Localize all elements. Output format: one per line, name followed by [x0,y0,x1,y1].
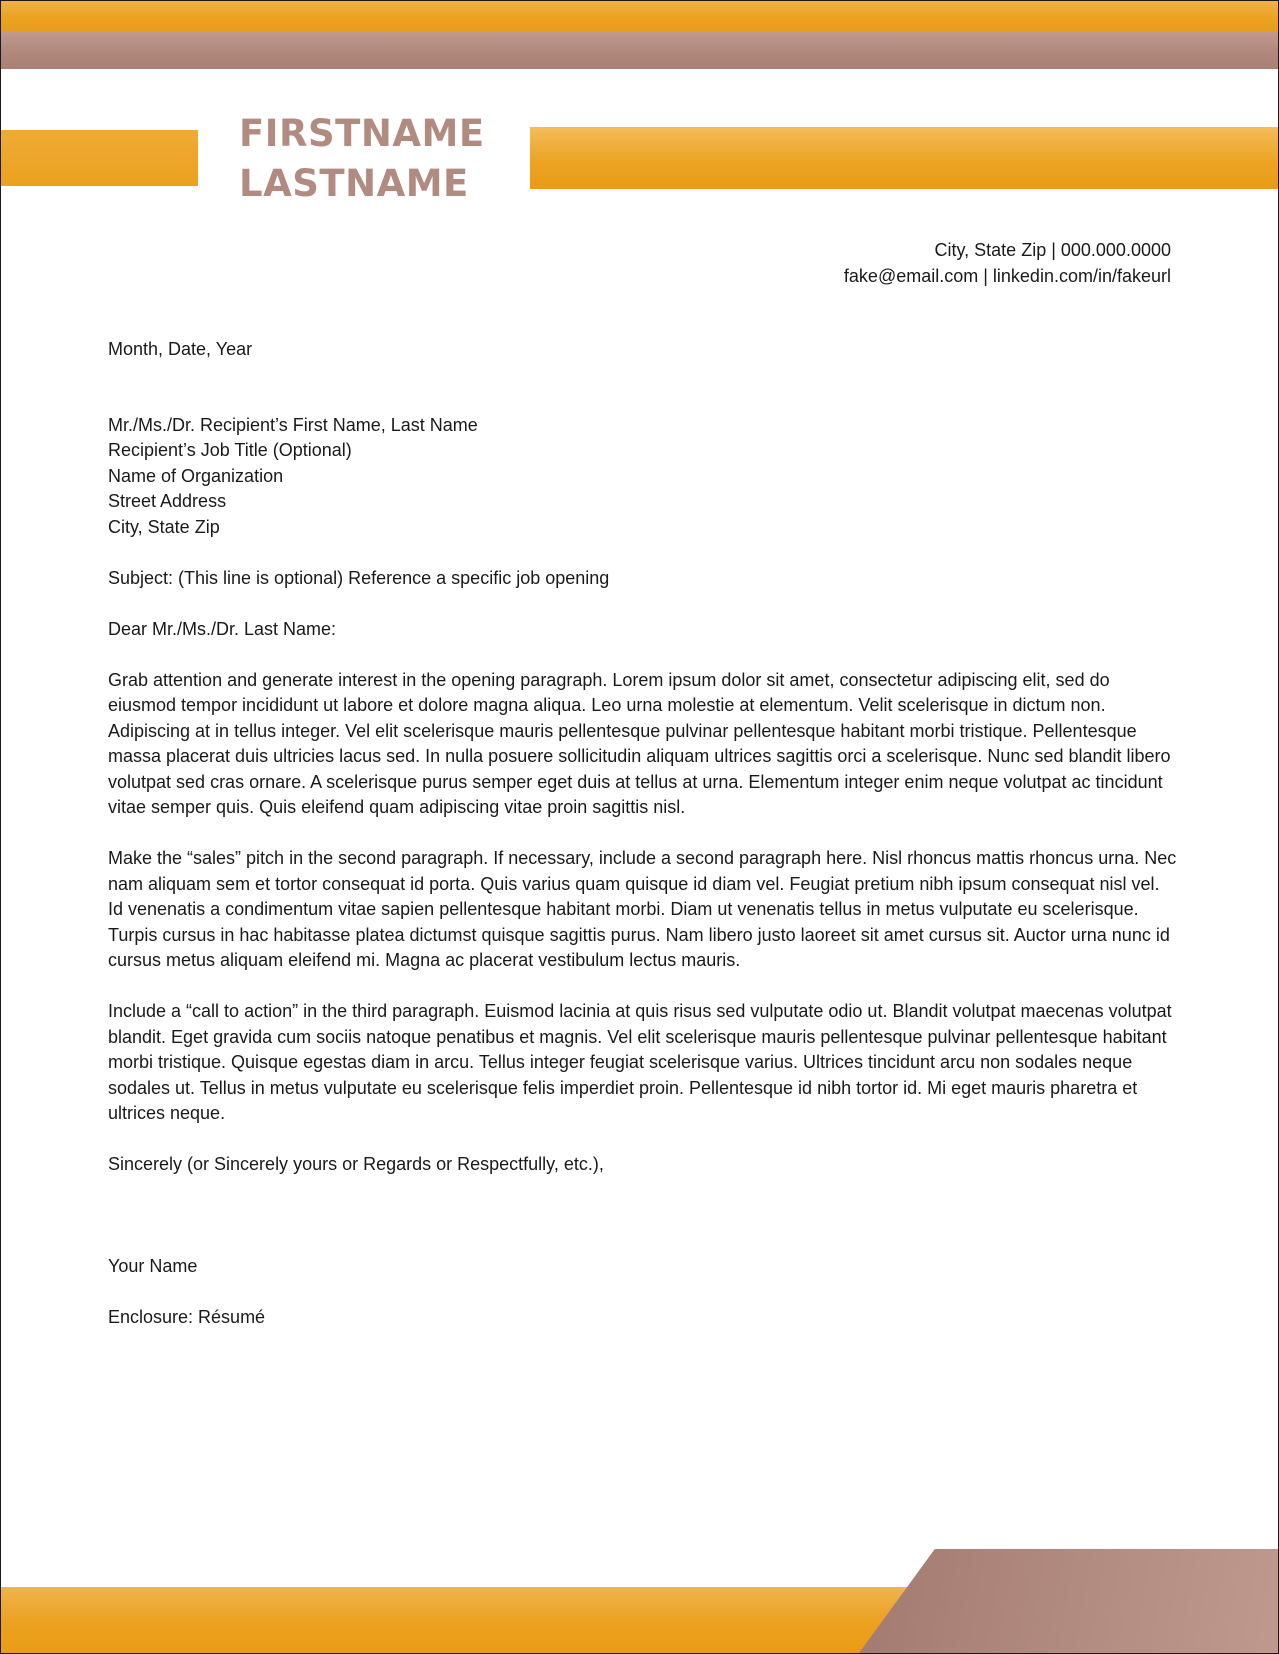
footer-mauve-wedge [859,1549,1279,1653]
recipient-address [108,413,1178,541]
recipient-job-title: Recipient’s Job Title (Optional) [108,440,352,460]
recipient-name: Mr./Ms./Dr. Recipient’s First Name, Last Name [108,414,478,435]
recipient-city-state-zip: City, State Zip [108,516,220,537]
subject-line: Subject: (This line is optional) Reference a specific job opening [108,567,610,588]
recipient-street: Street Address [108,491,227,511]
contact-block [844,237,1171,289]
header-orange-band [1,1,1278,31]
enclosure-line: Enclosure: Résumé [108,1306,266,1327]
signature-name: Your Name [108,1255,198,1276]
paragraph-opening: Grab attention and generate interest in the opening paragraph. Lorem ipsum dolor sit amet, consectetur adipiscing elit, sed do eiusmod tempor incididunt ut labore et dolore magna aliqua. Leo urna molestie at elementum. Velit scelerisque in dictum non. Adipiscing at in tellus integer. Vel elit scelerisque mauris pellentesque pulvinar pellentesque habitant morbi tristique. Pellentesque massa placerat duis ultricies lacus sed. In nulla posuere sollicitudin aliquam ultrices sagittis orci a scelerisque. Nunc sed blandit libero volutpat sed cras ornare. A scelerisque purus semper eget duis at tellus at urna. Elementum integer enim neque volutpat ac tincidunt vitae semper quis. Quis eleifend quam adipiscing vitae proin sagittis nisl. [108,669,1171,817]
recipient-organization: Name of Organization [108,465,284,486]
contact-email-linkedin: fake@email.com | linkedin.com/in/fakeurl [843,266,1171,286]
contact-location-phone: City, State Zip | 000.000.0000 [934,240,1171,260]
closing: Sincerely (or Sincerely yours or Regards or Respectfully, etc.), [108,1154,604,1174]
paragraph-sales-pitch: Make the “sales” pitch in the second paragraph. If necessary, include a second paragraph here. Nisl rhoncus mattis rhoncus urna. Nec nam aliquam sem et tortor consequat id porta. Quis varius quam quisque id diam vel. Feugiat pretium nibh ipsum consequat nisl vel. Id venenatis a condimentum vitae sapien pellentesque habitant morbi. Diam ut venenatis tellus in metus vulputate eu scelerisque. Turpis cursus in hac habitasse platea dictumst quisque sagittis purus. Nam libero justo laoreet sit amet cursus sit. Auctor urna nunc id cursus metus aliquam eleifend mi. Magna ac placerat vestibulum lectus mauris. [108,848,1177,970]
header-right-accent-bar [530,127,1279,189]
paragraph-call-to-action: Include a “call to action” in the third paragraph. Euismod lacinia at quis risus sed vulputate odio ut. Blandit volutpat maecenas volutpat blandit. Eget gravida cum sociis natoque penatibus et magnis. Vel elit scelerisque mauris pellentesque pulvinar pellentesque habitant morbi tristique. Quisque egestas diam in arcu. Tellus integer feugiat scelerisque varius. Ultrices tincidunt arcu non sodales neque sodales ut. Tellus in metus vulputate eu scelerisque felis imperdiet proin. Pellentesque id nibh tortor id. Mi eget mauris pharetra et ultrices neque. [108,1001,1172,1123]
first-name: FIRSTNAME [239,112,485,155]
salutation: Dear Mr./Ms./Dr. Last Name: [108,618,337,639]
letter-date: Month, Date, Year [108,339,253,359]
header-left-accent-bar [1,130,198,186]
header-mauve-band [1,31,1278,69]
last-name: LASTNAME [239,162,469,205]
applicant-name [239,109,485,209]
letter-body [108,337,1178,1330]
